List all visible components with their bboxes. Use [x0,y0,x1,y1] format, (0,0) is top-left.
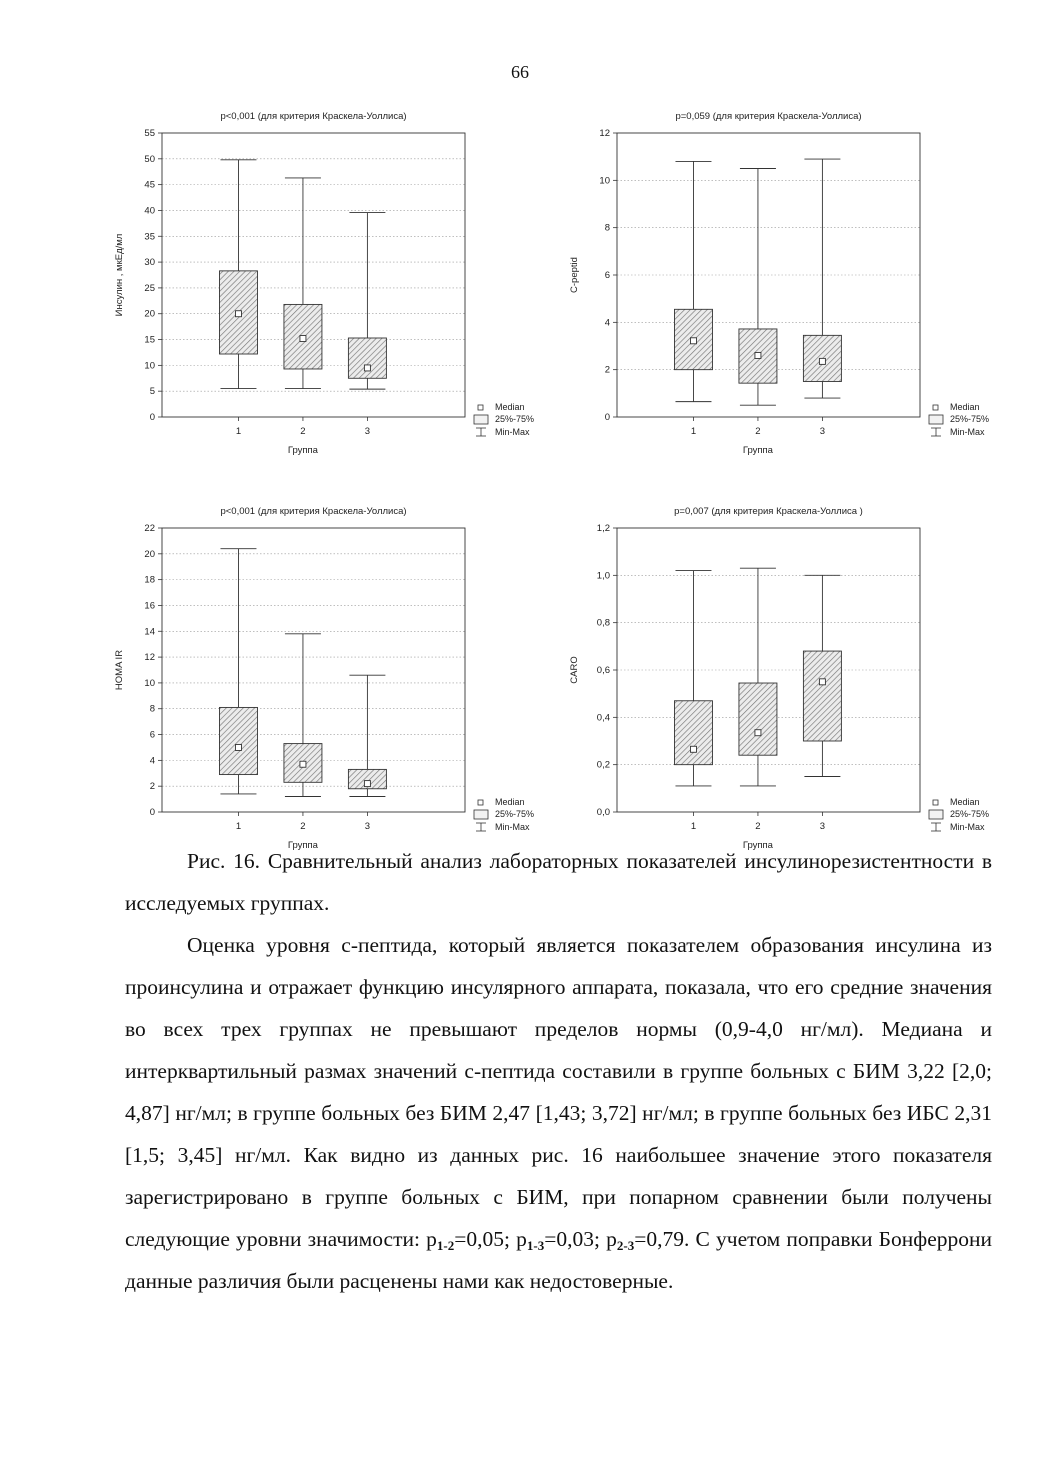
y-axis-label: C-peptid [569,257,580,293]
x-axis-label: Группа [742,840,773,851]
x-tick-label: 2 [300,426,306,437]
y-axis-label: CARO [569,656,580,684]
y-tick-label: 16 [144,600,155,612]
legend-median-label: Median [495,797,525,807]
iqr-box [739,683,777,755]
chart-svg [100,500,550,860]
legend-iqr-label: 25%-75% [950,414,990,424]
legend-median-marker [933,800,938,805]
x-tick-label: 3 [819,426,826,437]
box-group-3 [803,159,841,437]
y-tick-label: 4 [149,755,155,767]
legend-minmax-label: Min-Max [950,822,985,832]
iqr-box [348,338,386,378]
body-paragraph [125,924,992,1302]
x-tick-label: 1 [235,821,242,832]
chart-svg [555,105,1005,465]
y-tick-label: 6 [604,270,610,281]
legend [929,402,989,437]
y-tick-label: 1,2 [596,523,610,534]
chart-caro [555,500,1005,860]
median-marker [300,336,306,342]
y-tick-label: 1,0 [596,570,610,582]
plot-frame [162,133,465,417]
median-marker [235,744,241,750]
y-tick-label: 15 [144,334,155,346]
legend-box-swatch [474,810,488,819]
y-tick-label: 0 [149,807,155,818]
y-tick-label: 0,8 [596,617,610,629]
legend-median-label: Median [495,402,525,412]
y-tick-label: 5 [149,386,155,398]
x-tick-label: 2 [755,821,761,832]
y-tick-label: 12 [599,128,610,139]
subscript-2-3: 2-3 [616,1238,635,1253]
y-tick-label: 6 [149,729,155,741]
subscript-1-2: 1-2 [436,1238,455,1253]
x-tick-label: 2 [300,821,306,832]
chart-title: p=0,059 (для критерия Краскела-Уоллиса) [675,111,862,122]
chart-svg [555,500,1005,860]
box-group-2 [284,178,322,437]
legend-iqr-label: 25%-75% [495,809,535,819]
box-group-3 [348,675,386,832]
y-tick-label: 20 [144,308,155,320]
iqr-box [803,651,841,741]
median-marker [819,358,825,364]
y-tick-label: 0 [604,412,610,423]
y-axis-label: HOMA IR [114,649,125,691]
y-tick-label: 45 [144,179,155,191]
box-group-1 [674,161,712,437]
x-tick-label: 1 [690,821,697,832]
box-group-2 [284,634,322,832]
caption-text: Сравнительный анализ лабораторных показателей инсулинорезистентности в исследуемых группах. [125,849,993,915]
y-tick-label: 14 [144,626,155,638]
chart-title: p<0,001 (для критерия Краскела-Уоллиса) [220,111,407,122]
paragraph-text-2: =0,05; p [454,1227,527,1251]
x-tick-label: 3 [364,426,371,437]
legend [474,402,534,437]
y-axis-label: Инсулин , мкЕд/мл [114,233,125,317]
median-marker [300,761,306,767]
x-tick-label: 3 [819,821,826,832]
legend-minmax-label: Min-Max [495,427,530,437]
y-tick-label: 10 [144,360,155,372]
box-group-3 [803,575,841,832]
y-tick-label: 10 [599,175,610,187]
iqr-box [219,707,257,774]
median-marker [364,365,370,371]
median-marker [690,746,696,752]
legend-median-label: Median [950,797,980,807]
y-tick-label: 2 [149,781,155,793]
legend-median-marker [478,800,483,805]
chart-homa-ir [100,500,550,860]
y-tick-label: 30 [144,257,155,269]
page-number: 66 [511,62,529,82]
x-axis-label: Группа [742,445,773,456]
iqr-box [674,701,712,765]
y-tick-label: 0,4 [596,712,610,724]
x-axis-label: Группа [287,445,318,456]
x-tick-label: 1 [235,426,242,437]
y-tick-label: 8 [604,222,610,234]
box-group-2 [739,568,777,832]
y-tick-label: 12 [144,652,155,664]
x-tick-label: 2 [755,426,761,437]
caption-lead: Рис. 16. [187,849,261,873]
y-tick-label: 0,6 [596,665,610,676]
paragraph-text-4: =0,79. С учетом поправки Бонферрони данные различия были расценены нами как недостоверные. [125,1227,993,1293]
x-tick-label: 3 [364,821,371,832]
y-tick-label: 18 [144,574,155,586]
y-tick-label: 2 [604,364,610,376]
box-group-1 [674,571,712,832]
y-tick-label: 35 [144,231,155,243]
legend-box-swatch [474,415,488,424]
y-tick-label: 10 [144,677,155,689]
legend-median-label: Median [950,402,980,412]
chart-svg [100,105,550,465]
box-group-1 [219,549,257,832]
legend-median-marker [933,405,938,410]
y-tick-label: 25 [144,282,155,294]
legend [474,797,534,832]
subscript-1-3: 1-3 [526,1238,545,1253]
y-tick-label: 0 [149,412,155,423]
y-tick-label: 0,2 [596,759,610,771]
box-group-3 [348,213,386,437]
legend-median-marker [478,405,483,410]
y-tick-label: 55 [144,128,155,139]
y-tick-label: 4 [604,317,610,329]
median-marker [755,352,761,358]
chart-insulin [100,105,550,465]
figure-16 [100,105,1010,851]
legend [929,797,989,832]
paragraph-text-1: Оценка уровня с-пептида, который является показателем образования инсулина из проинсулина и отражает функцию инсулярного аппарата, показала, что его средние значения во всех трех группах не превышают пределов нормы (0,9-4,0 нг/мл). Медиана и интерквартильный размах значений с-пептида составили в группе больных с БИМ 3,22 [2,0; 4,87] нг/мл; в группе больных без БИМ 2,47 [1,43; 3,72] нг/мл; в группе больных без ИБС 2,31 [1,5; 3,45] нг/мл. Как видно из данных рис. 16 наибольшее значение этого показателя зарегистрировано в группе больных с БИМ, при попарном сравнении были получены следующие уровни значимости: p [125,933,992,1251]
y-tick-label: 22 [144,523,155,534]
legend-iqr-label: 25%-75% [950,809,990,819]
x-tick-label: 1 [690,426,697,437]
figure-caption [125,840,992,924]
y-tick-label: 0,0 [596,807,610,818]
legend-box-swatch [929,810,943,819]
legend-iqr-label: 25%-75% [495,414,535,424]
legend-minmax-label: Min-Max [495,822,530,832]
median-marker [235,311,241,317]
legend-minmax-label: Min-Max [950,427,985,437]
box-group-2 [739,169,777,438]
chart-title: p=0,007 (для критерия Краскела-Уоллиса ) [674,506,863,517]
y-tick-label: 50 [144,153,155,165]
median-marker [819,679,825,685]
y-tick-label: 40 [144,205,155,217]
chart-title: p<0,001 (для критерия Краскела-Уоллиса) [220,506,407,517]
y-tick-label: 8 [149,703,155,715]
paragraph-text-3: =0,03; p [544,1227,617,1251]
median-marker [755,730,761,736]
y-tick-label: 20 [144,548,155,560]
legend-box-swatch [929,415,943,424]
chart-c-peptid [555,105,1005,465]
x-axis-label: Группа [287,840,318,851]
median-marker [690,338,696,344]
median-marker [364,781,370,787]
box-group-1 [219,160,257,437]
